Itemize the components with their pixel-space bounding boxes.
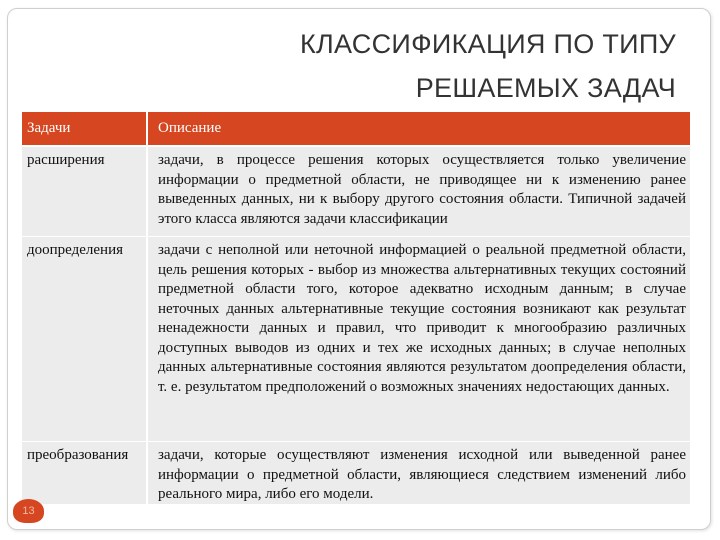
table-row (22, 147, 690, 237)
slide-number-badge: 13 (13, 499, 44, 523)
description-cell: задачи, которые осуществляют изменения исходной или выведенной ранее информации о предметной области, являющиеся следствием изменений либо реального мира, либо его модели. (146, 442, 690, 504)
title-line-2: РЕШАЕМЫХ ЗАДАЧ (415, 73, 676, 103)
slide-title (156, 22, 676, 110)
header-description: Описание (158, 120, 222, 136)
description-cell: задачи, в процессе решения которых осуществляется только увеличение информации о предметной области, не приводящее ни к изменению ранее выведенных данных, ни к выбору другого состояния области. Типичной задачей этого класса являются задачи классификации (146, 147, 690, 236)
description-cell: задачи с неполной или неточной информацией о реальной предметной области, цель решения которых - выбор из множества альтернативных текущих состояний предметной области того, которое адекватно исходным данным; в случае неточных данных альтернативные текущие состояния возникают как результат ненадежности данных и правил, что приводит к многообразию различных доступных выводов из одних и тех же исходных данных; в случае неполных данных альтернативные состояния являются результатом доопределения области, т. е. результатом предположений о возможных значениях недостающих данных. (146, 237, 690, 441)
task-cell: доопределения (27, 242, 124, 258)
header-tasks: Задачи (27, 120, 71, 136)
classification-table (22, 112, 690, 505)
task-cell: расширения (27, 152, 105, 168)
table-row (22, 237, 690, 442)
table-row (22, 442, 690, 505)
title-line-1: КЛАССИФИКАЦИЯ ПО ТИПУ (300, 29, 676, 59)
table-header (22, 112, 690, 147)
task-cell: преобразования (27, 447, 129, 463)
